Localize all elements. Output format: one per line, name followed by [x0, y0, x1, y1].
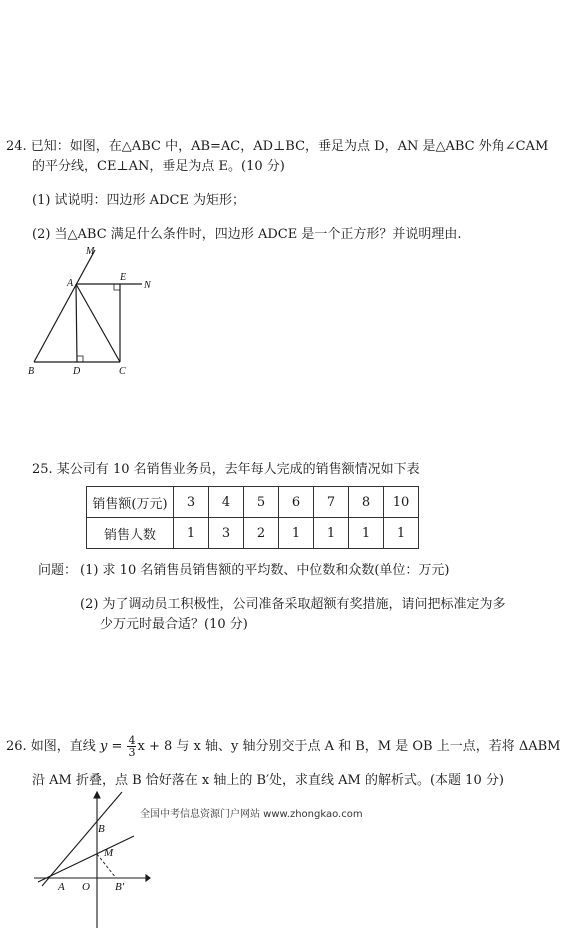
- eq-equals: =: [107, 739, 127, 754]
- label-B-prime: B′: [115, 881, 125, 893]
- q25-part2-line2: 少万元时最合适？(10 分): [100, 617, 248, 632]
- line-BA-M: [34, 250, 95, 362]
- q24-line2: 的平分线，CE⊥AN，垂足为点 E。(10 分): [32, 159, 285, 174]
- table-header-sales: 销售额(万元): [87, 487, 174, 518]
- label-D: D: [73, 366, 81, 377]
- q26-line2: 沿 AM 折叠，点 B 恰好落在 x 轴上的 B′处，求直线 AM 的解析式。(本题 10 分): [32, 773, 504, 788]
- label-A: A: [58, 881, 65, 893]
- q25-part1: (1) 求 10 名销售员销售额的平均数、中位数和众数(单位：万元): [80, 563, 450, 578]
- right-angle-E: [114, 284, 120, 290]
- q24-part2: (2) 当△ABC 满足什么条件时，四边形 ADCE 是一个正方形？并说明理由.: [32, 227, 462, 242]
- q24-line1: 24. 已知：如图，在△ABC 中，AB=AC，AD⊥BC，垂足为点 D，AN 是△ABC 外角∠CAM: [6, 139, 549, 154]
- q26-coordinate-figure: [30, 790, 150, 930]
- sales-table: [86, 486, 419, 549]
- fraction-numerator: 4: [128, 734, 136, 747]
- line-AM: [38, 836, 134, 882]
- q26-line1-pre: 26. 如图，直线: [6, 739, 96, 754]
- line-AC: [76, 284, 120, 362]
- q26-line1: [6, 732, 561, 762]
- table-cell: 10: [384, 487, 419, 518]
- q24-part1: (1) 试说明：四边形 ADCE 为矩形；: [32, 193, 246, 208]
- line-AD: [76, 284, 77, 362]
- table-cell: 6: [279, 487, 314, 518]
- q25-question-prefix: 问题：: [38, 563, 78, 578]
- right-angle-D: [77, 356, 83, 362]
- table-row: [87, 518, 419, 549]
- table-cell: 8: [349, 487, 384, 518]
- table-cell: 5: [244, 487, 279, 518]
- line-AB: [42, 792, 122, 886]
- table-row: [87, 487, 419, 518]
- table-cell: 3: [209, 518, 244, 549]
- label-C: C: [119, 366, 126, 377]
- y-axis-arrow: [94, 792, 100, 798]
- table-cell: 2: [244, 518, 279, 549]
- table-cell: 4: [209, 487, 244, 518]
- eq-y: y: [99, 739, 108, 754]
- label-N: N: [144, 280, 151, 291]
- table-cell: 1: [384, 518, 419, 549]
- table-cell: 7: [314, 487, 349, 518]
- table-cell: 3: [174, 487, 209, 518]
- table-cell: 1: [279, 518, 314, 549]
- label-B: B: [98, 823, 105, 835]
- label-E: E: [120, 272, 127, 283]
- label-A: A: [67, 278, 74, 289]
- q25-part2-line1: (2) 为了调动员工积极性，公司准备采取超额有奖措施，请问把标准定为多: [80, 597, 506, 612]
- q24-geometry-figure: [20, 240, 170, 380]
- table-cell: 1: [174, 518, 209, 549]
- eq-rest: x + 8: [137, 739, 173, 754]
- label-O: O: [82, 881, 90, 893]
- q26-line1-post: 与 x 轴、y 轴分别交于点 A 和 B，M 是 OB 上一点，若将 ΔABM: [176, 739, 561, 754]
- table-cell: 1: [314, 518, 349, 549]
- table-cell: 1: [349, 518, 384, 549]
- eq-fraction: [127, 735, 136, 758]
- label-B: B: [28, 366, 35, 377]
- q25-intro: 25. 某公司有 10 名销售业务员，去年每人完成的销售额情况如下表: [32, 462, 420, 477]
- label-M: M: [104, 847, 114, 859]
- watermark-text: 全国中考信息资源门户网站 www.zhongkao.com: [140, 809, 363, 820]
- x-axis-arrow: [146, 875, 150, 881]
- fraction-denominator: 3: [128, 746, 136, 759]
- label-M: M: [86, 246, 95, 257]
- table-header-count: 销售人数: [87, 518, 174, 549]
